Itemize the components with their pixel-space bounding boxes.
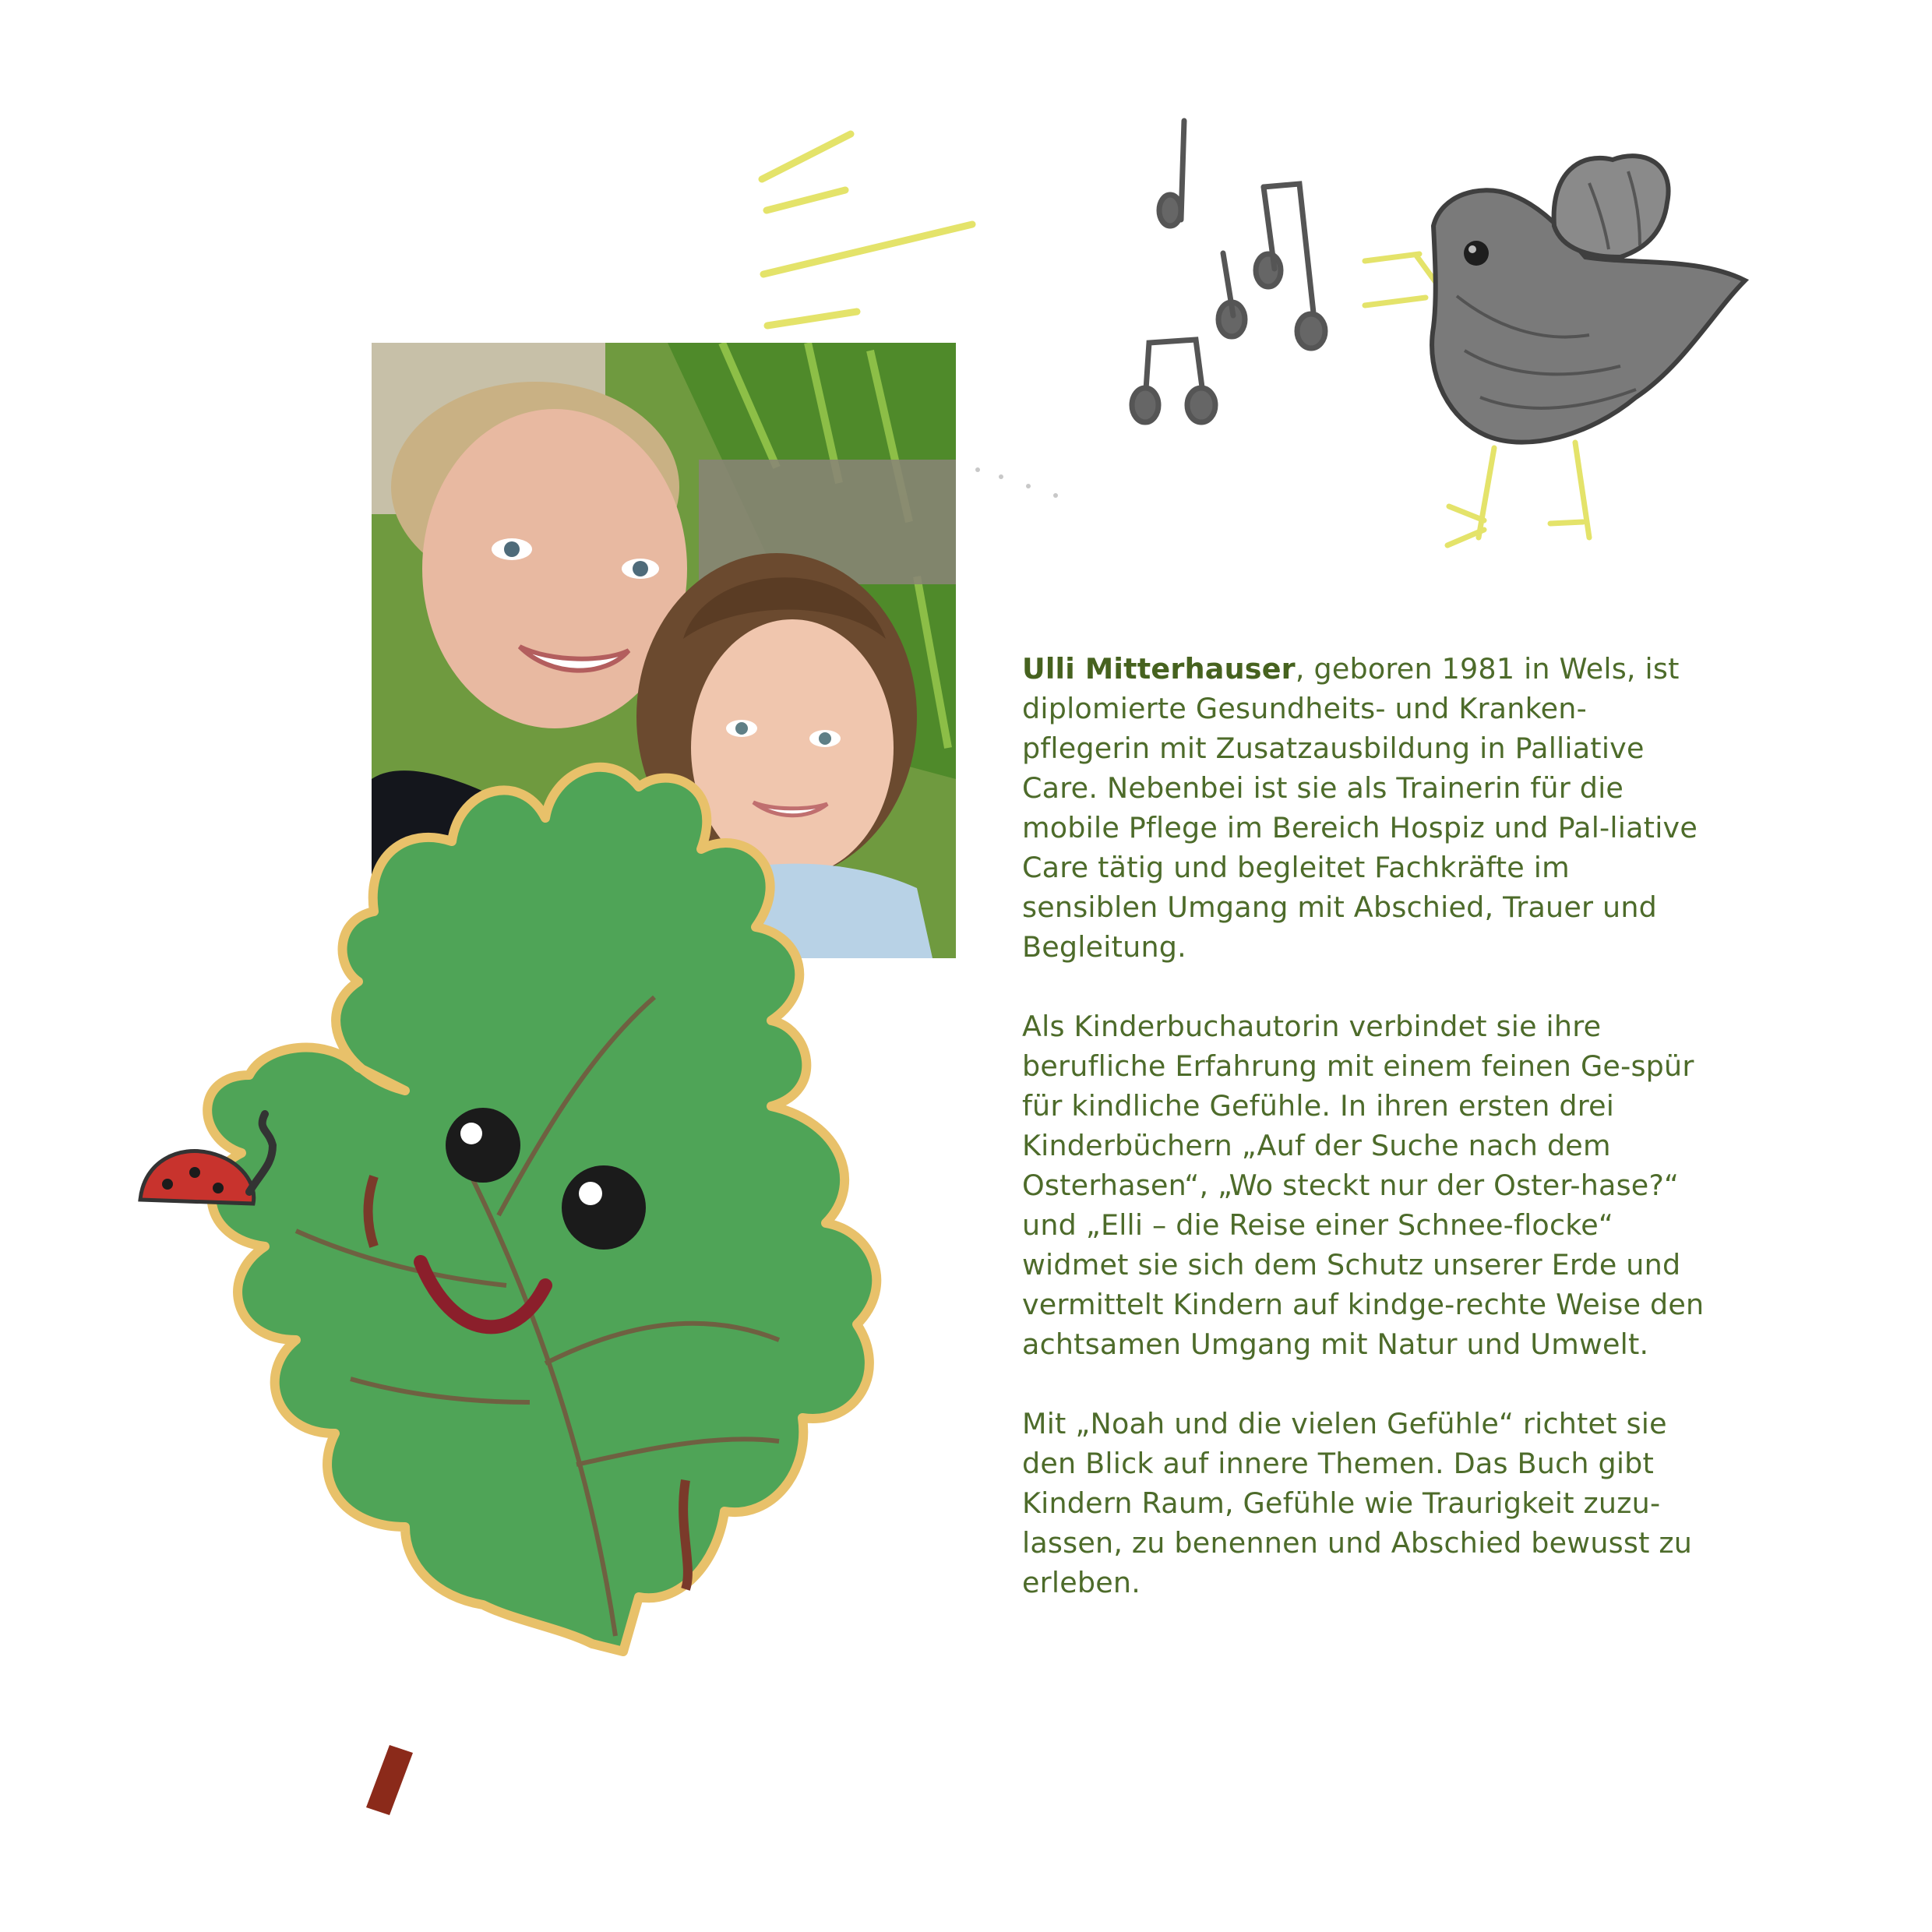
bio-paragraph-1 — [1022, 649, 1708, 967]
author-bio — [1022, 649, 1708, 1642]
bio-paragraph-2: Als Kinderbuchautorin verbindet sie ihre berufliche Erfahrung mit einem feinen Ge-spür für kindliche Gefühle. In ihren ersten drei Kinderbüchern „Auf der Suche nach dem Osterhasen“, „Wo steckt nur der Oster-hase?“ und „Elli – die Reise einer Schnee-flocke“ widmet sie sich dem Schutz unserer Erde und vermittelt Kindern auf kindge-rechte Weise den achtsamen Umgang mit Natur und Umwelt. — [1022, 1010, 1705, 1361]
bio-paragraph-1-text: , geboren 1981 in Wels, ist diplomierte Gesundheits- und Kranken-pflegerin mit Zusatzausbildung in Palliative Care. Nebenbei ist sie als Trainerin für die mobile Pflege im Bereich Hospiz und Pal-liative Care tätig und begleitet Fachkräfte im sensiblen Umgang mit Abschied, Trauer und Begleitung. — [1022, 652, 1698, 964]
oak-leaf-character — [207, 767, 876, 1815]
author-name: Ulli Mitterhauser — [1022, 652, 1296, 686]
bio-paragraph-3: Mit „Noah und die vielen Gefühle“ richtet sie den Blick auf innere Themen. Das Buch gibt Kindern Raum, Gefühle wie Traurigkeit zuzu-lassen, zu benennen und Abschied bewusst zu erleben. — [1022, 1407, 1693, 1599]
